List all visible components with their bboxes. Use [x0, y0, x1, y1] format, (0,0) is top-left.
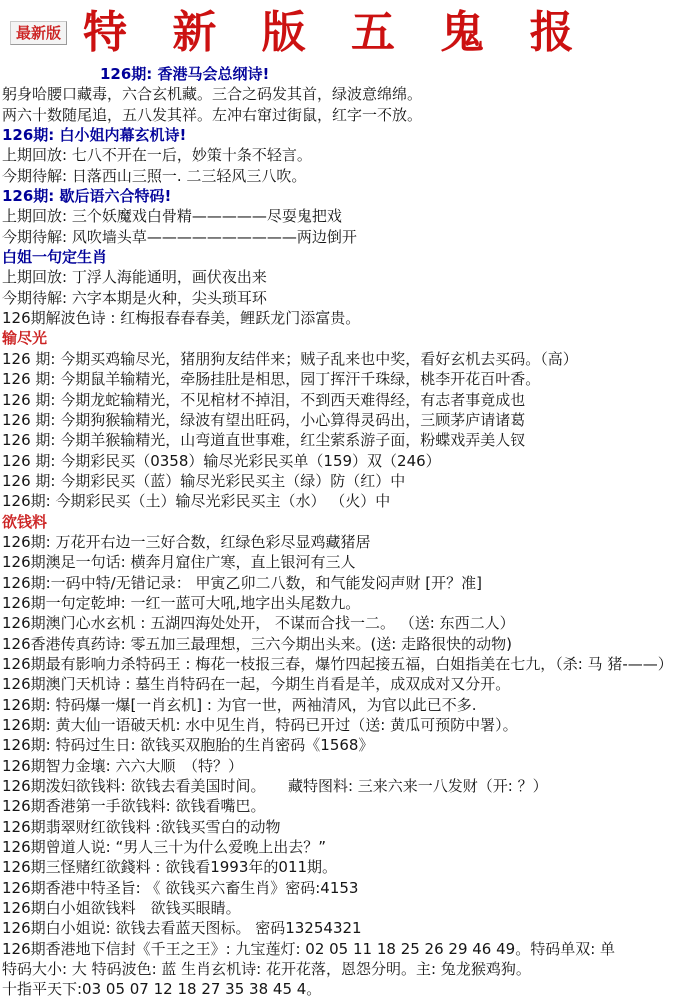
text-line: 126期香港地下信封《千王之王》: 九宝莲灯: 02 05 11 18 25 26 29 46 49。特码单双: 单 — [2, 939, 616, 958]
text-line: 126期翡翠财红欲钱料 :欲钱买雪白的动物 — [2, 817, 281, 836]
text-line: 126期: 特码过生日: 欲钱买双胞胎的生肖密码《1568》 — [2, 736, 374, 755]
section-header: 欲钱料 — [2, 512, 48, 531]
text-line: 十指平天下:03 05 07 12 18 27 35 38 45 4。 — [2, 980, 322, 999]
text-line: 特码大小: 大 特码波色: 蓝 生肖玄机诗: 花开花落，恩怨分明。主: 兔龙猴鸡狗。 — [2, 960, 531, 979]
section-header: 输尽光 — [2, 329, 48, 348]
text-line: 上期回放: 丁浮人海能通明，画伏夜出来 — [2, 268, 267, 287]
text-body — [0, 64, 696, 1000]
text-line: 126期三怪赌红欲錢料 : 欲钱看1993年的011期。 — [2, 858, 338, 877]
masthead — [0, 0, 696, 64]
text-line: 126期最有影响力杀特码王 : 梅花一枝报三春，爆竹四起接五福，白姐指美在七九，（杀: 马 猪-——） — [2, 654, 673, 673]
text-line: 126 期: 今期彩民买（0358）输尽光彩民买单（159）双（246） — [2, 451, 441, 470]
text-line: 今期待解: 风吹墙头草——————————两边倒开 — [2, 227, 357, 246]
text-line: 126期:一码中特/无错记录： 甲寅乙卯二八数，和气能发闷声财 [开？准] — [2, 573, 482, 592]
text-line: 126期: 特码爆一爆[一肖玄机] : 为官一世，两袖清风，为官以此已不多. — [2, 695, 477, 714]
text-line: 126期曾道人说: “男人三十为什么爱晚上出去？” — [2, 838, 326, 857]
text-line: 126期香港第一手欲钱料: 欲钱看嘴巴。 — [2, 797, 266, 816]
text-line: 126香港传真药诗: 零五加三最理想，三六今期出头来。(送: 走路很快的动物) — [2, 634, 512, 653]
heading-line: 126期: 白小姐内幕玄机诗! — [2, 126, 187, 145]
text-line: 今期待解: 六字本期是火种，尖头琐耳环 — [2, 288, 267, 307]
text-line: 126 期: 今期鼠羊输精光，牵肠挂肚是相思，园丁挥汗千珠绿，桃李开花百叶香。 — [2, 370, 541, 389]
text-line: 126期: 黄大仙一语破天机: 水中见生肖，特码已开过（送: 黄瓜可预防中署）。 — [2, 716, 518, 734]
text-line: 126期解波色诗 : 红梅报春春春美，鲤跃龙门添富贵。 — [2, 309, 361, 328]
text-line: 126期: 今期彩民买（土）输尽光彩民买主（水） （火）中 — [2, 492, 391, 511]
text-line: 126期白小姐说: 欲钱去看蓝天图标。 密码13254321 — [2, 919, 362, 938]
page-title: 特 新 版 五 鬼 报 — [83, 6, 589, 58]
text-line: 126 期: 今期买鸡输尽光，猪朋狗友结伴来；贼子乱来也中奖，看好玄机去买码。（高） — [2, 349, 578, 368]
text-line: 126 期: 今期羊猴输精光，山弯道直世事难，红尘萦系游子面，粉蝶戏弄美人钗 — [2, 431, 526, 450]
heading-line: 126期: 香港马会总纲诗! — [100, 65, 270, 83]
text-line: 126期澳足一句话: 横奔月窟住广寒，直上银河有三人 — [2, 553, 356, 572]
text-line: 上期回放: 三个妖魔戏白骨精—————尽耍鬼把戏 — [2, 207, 342, 226]
latest-edition-badge: 最新版 — [10, 21, 67, 46]
heading-line: 126期: 歇后语六合特码! — [2, 187, 172, 206]
text-line: 126 期: 今期龙蛇输精光，不见棺材不掉泪，不到西天难得经，有志者事竟成也 — [2, 390, 526, 409]
text-line: 上期回放: 七八不开在一后，妙策十条不轻言。 — [2, 146, 312, 165]
text-line: 躬身哈腰口藏毒，六合玄机藏。三合之码发其首，绿波意绵绵。 — [2, 85, 423, 104]
text-line: 126 期: 今期彩民买（蓝）输尽光彩民买主（绿）防（红）中 — [2, 471, 406, 490]
text-line: 今期待解: 日落西山三照一. 二三轻风三八吹。 — [2, 166, 307, 185]
text-line: 126期: 万花开右边一三好合数，红绿色彩尽显鸡藏猪居 — [2, 532, 371, 551]
text-line: 126期澳门天机诗 : 墓生肖特码在一起，今期生肖看是羊，成双成对又分开。 — [2, 675, 511, 694]
text-line: 126期澳门心水玄机 : 五湖四海处处开， 不谋而合找一二。 （送: 东西二人） — [2, 614, 515, 633]
text-line: 126期香港中特圣旨: 《 欲钱买六畜生肖》密码:4153 — [2, 878, 359, 897]
text-line: 126期智力金壤: 六六大顺 （特？） — [2, 756, 243, 775]
heading-line: 白姐一句定生肖 — [2, 248, 108, 267]
text-line: 126期白小姐欲钱料 欲钱买眼睛。 — [2, 899, 241, 918]
text-line: 两六十数随尾追，五八发其祥。左冲右窜过街鼠，红字一不放。 — [2, 105, 423, 124]
text-line: 126 期: 今期狗猴输精光，绿波有望出旺码，小心算得灵码出，三顾茅庐请诸葛 — [2, 410, 526, 429]
text-line: 126期一句定乾坤: 一红一蓝可大吼,地字出头尾数九。 — [2, 593, 361, 612]
text-line: 126期泼妇欲钱料: 欲钱去看美国时间。 藏特图料: 三来六来一八发财（开: ？） — [2, 777, 548, 796]
